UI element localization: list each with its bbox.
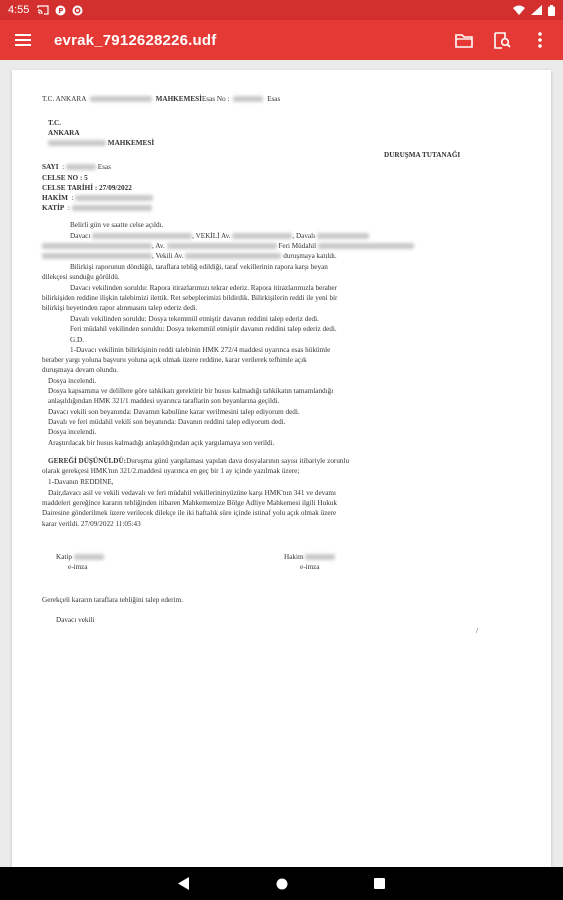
hakim-sign [284, 552, 335, 562]
redacted-text [232, 233, 292, 239]
recents-icon[interactable] [370, 874, 390, 894]
davaci-vekili-label: Davacı vekili [56, 616, 95, 624]
gerekce-line: karar verildi. 27/09/2022 11:05:43 [42, 520, 141, 528]
gerekce-label: GEREĞİ DÜŞÜNÜLDÜ: [48, 457, 127, 465]
redacted-text [66, 164, 96, 170]
body-line: beraber yargı yoluna başvuru yoluna açık olmak üzere reddine, karar verilerek tefhimle açık [42, 356, 307, 364]
body-line: 1-Davacı vekilinin bilirkişinin reddi talebinin HMK 272/4 maddesi uyarınca esas hükümle [70, 346, 331, 354]
menu-icon[interactable] [12, 29, 34, 51]
gerekce-line: 1-Davanın REDDİNE, [48, 478, 114, 486]
body-line: Belirli gün ve saatte celse açıldı. [70, 221, 164, 229]
body-line [42, 251, 337, 261]
redacted-text [72, 205, 152, 211]
sayi-line: SAYI : Esas [42, 163, 111, 171]
body-line [42, 241, 414, 251]
body-line [70, 231, 369, 241]
body-line: dilekçesi sunduğu görüldü. [42, 273, 120, 281]
redacted-text [233, 96, 263, 102]
body-line: duruşmaya devam olundu. [42, 366, 119, 374]
hakim-label: HAKİM [42, 194, 68, 202]
cast-icon [37, 5, 49, 15]
redacted-text [42, 243, 152, 249]
redacted-text [185, 253, 281, 259]
katip-sign-label: Katip [56, 553, 72, 561]
body-line: Dosya incelendi. [48, 377, 97, 385]
app-notification-icon [55, 5, 66, 16]
katip-sign [56, 552, 104, 562]
header-line [42, 94, 280, 104]
redacted-text [305, 554, 335, 560]
body-fragment: Feri Müdahil [278, 242, 317, 250]
body-fragment: , Davalı [292, 232, 316, 240]
redacted-text [317, 233, 369, 239]
body-line: Araştırılacak bir husus kalmadığı anlaşıldığından açık yargılamaya son verildi. [48, 439, 275, 447]
home-icon[interactable] [272, 874, 292, 894]
status-icons-left [37, 5, 83, 16]
body-line: bilirkişi heyetinden rapor alınmasını talep ederiz dedi. [42, 304, 198, 312]
katip-label: KATİP [42, 204, 65, 212]
celse-no: CELSE NO : 5 [42, 174, 88, 182]
body-line: G.D. [70, 336, 84, 344]
katip-line: KATİP : [42, 203, 152, 213]
court-name-line [48, 138, 154, 148]
eimza-right: e-imza [300, 563, 320, 571]
gerekce-line [48, 456, 349, 466]
davaci-label: Davacı [70, 232, 91, 240]
gerekce-line: Dair,davacı asil ve vekili vedavalı ve feri müdahil vekillerininyüzüne karşı HMK'nın 341 ve devamı [48, 489, 337, 497]
search-document-icon[interactable] [491, 29, 513, 51]
gerekce-line: Dairesine gönderilmek üzere verilecek dilekçe ile iki haftalık süre içinde istinaf yolu açık olmak üzere [42, 509, 337, 517]
sayi-suffix: Esas [97, 163, 111, 171]
status-icons-right [513, 5, 555, 16]
ankara-label: ANKARA [48, 129, 80, 137]
redacted-text [74, 554, 104, 560]
body-line: Dosya kapsamına ve delillere göre tahkikatı gerektirir bir husus kalmadığı tahkikatın tamamlandığı [48, 387, 334, 395]
body-line: bilirkişiden reddine ilişkin talebimizi ilettik. Ret sebeplerimizi bildirdik. Bilirkişilerin reddi ile yeni bir [42, 294, 338, 302]
redacted-text [318, 243, 414, 249]
body-fragment: , VEKİLİ Av. [192, 232, 231, 240]
body-line: Davalı ve feri müdahil vekili son beyanında: Davanın reddini talep ediyorum dedi. [48, 418, 286, 426]
header-mahkemesi: MAHKEMESİ [155, 95, 202, 103]
redacted-text [92, 233, 192, 239]
folder-icon[interactable] [453, 29, 475, 51]
redacted-text [167, 243, 277, 249]
eimza-left: e-imza [68, 563, 88, 571]
body-line: Davalı vekilinden soruldu: Dosya tekemmül etmiştir davanın reddini talep ederiz dedi. [70, 315, 319, 323]
app-bar-actions [453, 29, 551, 51]
gerekce-text: Duruşma günü yargılaması yapılan dava dosyalarının sayısı itibariyle zorunlu [126, 457, 350, 465]
signal-icon [531, 5, 542, 15]
body-line: Dosya incelendi. [48, 428, 97, 436]
body-line: anlaşıldığından HMK 321/1 maddesi uyarınca taraflarin son beyanlarına geçildi. [48, 397, 280, 405]
back-icon[interactable] [174, 874, 194, 894]
body-line: Davacı vekilinden soruldu: Rapora itirazlarımızı tekrar ederiz. Rapora itirazlarımızla beraber [70, 284, 338, 292]
celse-tarihi: CELSE TARİHİ : 27/09/2022 [42, 184, 132, 192]
more-vert-icon[interactable] [529, 29, 551, 51]
redacted-text [75, 195, 153, 201]
status-bar [0, 0, 563, 20]
sayi-label: SAYI [42, 163, 59, 171]
body-line: Bilirkişi raporunun döndüğü, taraflara tebliğ edildiği, taraf vekillerinin rapora karşı beyan [70, 263, 328, 271]
body-fragment: , Av. [152, 242, 165, 250]
durusma-tutanagi-title: DURUŞMA TUTANAĞI [384, 151, 461, 159]
document-page [12, 70, 551, 867]
document-viewer[interactable] [0, 60, 563, 867]
gerekce-line: maddeleri gereğince kararın tebliğinden itibaren Mahkememize Bölge Adliye Mahkemesi ilgili Hukuk [42, 499, 337, 507]
redacted-text [90, 96, 152, 102]
header-court: T.C. ANKARA [42, 95, 86, 103]
hakim-line: HAKİM : [42, 193, 153, 203]
settings-notification-icon [72, 5, 83, 16]
body-fragment: , Vekili Av. [152, 252, 184, 260]
body-line: Feri müdahil vekilinden soruldu: Dosya tekemmül etmiştir davanın reddini talep ederiz dedi. [70, 325, 337, 333]
gerekceli-request: Gerekçeli kararın taraflara tebliğini talep ederim. [42, 596, 183, 604]
header-esas: Esas [267, 95, 281, 103]
signature-mark: / [476, 627, 478, 635]
redacted-text [48, 140, 106, 146]
court-mahkemesi: MAHKEMESİ [107, 139, 155, 147]
body-line: Davacı vekili son beyanında: Davamın kabulüne karar verilmesini talep ediyorum dedi. [48, 408, 300, 416]
redacted-text [42, 253, 152, 259]
battery-icon [548, 5, 555, 16]
tc-label: T.C. [48, 119, 62, 127]
hakim-sign-label: Hakim [284, 553, 304, 561]
body-fragment: duruşmaya katıldı. [283, 252, 337, 260]
header-esas-no: Esas No : [201, 95, 230, 103]
status-time: 4:55 [8, 4, 30, 16]
system-nav-bar [0, 867, 563, 900]
app-bar [0, 20, 563, 60]
svg-text:P: P [58, 6, 64, 15]
document-title: evrak_7912628226.udf [54, 31, 217, 49]
gerekce-line: olarak gerekçesi HMK'nın 321/2.maddesi uyarınca en geç bir 1 ay içinde yazılmak üzere; [42, 467, 300, 475]
wifi-icon [513, 5, 525, 15]
